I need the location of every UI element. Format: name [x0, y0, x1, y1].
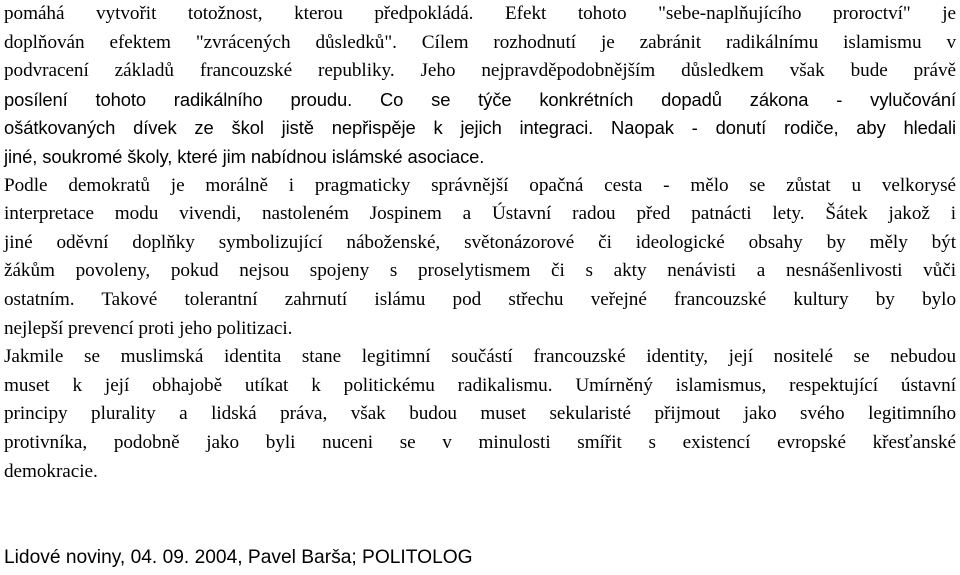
source-citation: Lidové noviny, 04. 09. 2004, Pavel Barša; POLITOLOG — [4, 547, 473, 568]
text-line: principy plurality a lidská práva, však budou muset sekularisté přijmout jako svého legitimního — [4, 403, 956, 425]
text-line: ošátkovaných dívek ze škol jistě nepřispěje k jejich integraci. Naopak - donutí rodiče, aby hledali — [4, 117, 956, 139]
paragraph-2 — [4, 172, 956, 344]
text-line: posílení tohoto radikálního proudu. Co se týče konkrétních dopadů zákona - vylučování — [4, 88, 956, 110]
paragraph-3 — [4, 343, 956, 486]
text-line: doplňován efektem "zvrácených důsledků". Cílem rozhodnutí je zabránit radikálnímu islamismu v — [4, 31, 956, 53]
document-body — [4, 0, 956, 486]
text-line: jiné, soukromé školy, které jim nabídnou islámské asociace. — [4, 145, 485, 167]
text-line: muset k její obhajobě utíkat k politickému radikalismu. Umírněný islamismus, respektující ústavní — [4, 374, 956, 396]
text-line: Jakmile se muslimská identita stane legitimní součástí francouzské identity, její nositelé se nebudou — [4, 346, 956, 368]
text-line: interpretace modu vivendi, nastoleném Jospinem a Ústavní radou před patnácti lety. Šátek jakož i — [4, 203, 956, 225]
text-line: protivníka, podobně jako byli nuceni se v minulosti smířit s existencí evropské křesťanské — [4, 431, 956, 453]
text-line: demokracie. — [4, 460, 98, 482]
text-line: nejlepší prevencí proti jeho politizaci. — [4, 317, 293, 339]
text-line: podvracení základů francouzské republiky. Jeho nejpravděpodobnějším důsledkem však bude právě — [4, 60, 956, 82]
text-line: žákům povoleny, pokud nejsou spojeny s proselytismem či s akty nenávisti a nesnášenlivosti vůči — [4, 260, 956, 282]
text-line: Podle demokratů je morálně i pragmaticky správnější opačná cesta - mělo se zůstat u velkorysé — [4, 174, 956, 196]
text-line: jiné oděvní doplňky symbolizující náboženské, světonázorové či ideologické obsahy by měly být — [4, 231, 956, 253]
text-line: ostatním. Takové tolerantní zahrnutí islámu pod střechu veřejné francouzské kultury by bylo — [4, 288, 956, 310]
text-line: pomáhá vytvořit totožnost, kterou předpokládá. Efekt tohoto "sebe-naplňujícího proroctví" je — [4, 3, 956, 24]
paragraph-1 — [4, 0, 956, 172]
